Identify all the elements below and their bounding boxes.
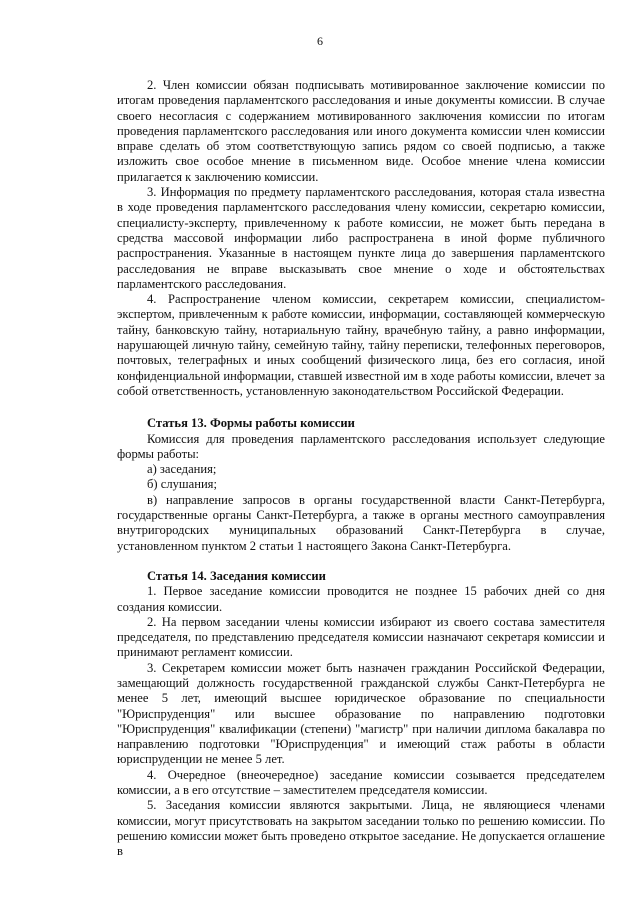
article-13-item-b: б) слушания; [147, 477, 217, 492]
article-14-paragraph-5: 5. Заседания комиссии являются закрытыми. Лица, не являющиеся членами комиссии, могут присутствовать на закрытом заседании только по решению комиссии. По решению комиссии может быть проведено открытое заседание. Не допускается оглашение в [117, 798, 605, 859]
paragraph-2: 2. Член комиссии обязан подписывать мотивированное заключение комиссии по итогам проведения парламентского расследования и иные документы комиссии. В случае своего несогласия с содержанием мотивированного заключения комиссии по итогам проведения парламентского расследования или иного документа комиссии член комиссии вправе сделать об этом соответствующую запись рядом со своей подписью, а также изложить свое особое мнение в письменном виде. Особое мнение члена комиссии прилагается к заключению комиссии. [117, 78, 605, 184]
article-14-heading: Статья 14. Заседания комиссии [147, 568, 326, 583]
article-13-item-a: а) заседания; [147, 462, 217, 477]
page-number: 6 [317, 34, 323, 48]
article-13-intro: Комиссия для проведения парламентского расследования использует следующие формы работы: [117, 431, 605, 461]
paragraph-3: 3. Информация по предмету парламентского расследования, которая стала известна в ходе проведения парламентского расследования члену комиссии, секретарю комиссии, специалисту-эксперту, привлеченному к работе комиссии, не может быть передана в средства массовой информации либо распространена в иной форме публичного распространения. Указанные в настоящем пункте лица до завершения парламентского расследования не вправе высказывать свое мнение о ходе и обстоятельствах парламентского расследования. [117, 185, 605, 291]
article-14-paragraph-3: 3. Секретарем комиссии может быть назначен гражданин Российской Федерации, замещающий должность государственной гражданской службы Санкт-Петербурга не менее 5 лет, имеющий высшее юридическое образование по специальности "Юриспруденция" или высшее образование по направлению подготовки "Юриспруденция" квалификации (степени) "магистр" при наличии диплома бакалавра по направлению подготовки "Юриспруденция" и имеющий стаж работы в области юриспруденции не менее 5 лет. [117, 660, 605, 767]
document-body [117, 78, 605, 860]
article-13-heading: Статья 13. Формы работы комиссии [147, 416, 355, 431]
article-14-paragraph-4: 4. Очередное (внеочередное) заседание комиссии созывается председателем комиссии, а в его отсутствие – заместителем председателя комиссии. [117, 767, 605, 798]
article-14-paragraph-1: 1. Первое заседание комиссии проводится не позднее 15 рабочих дней со дня создания комиссии. [117, 584, 605, 614]
article-14-paragraph-2: 2. На первом заседании члены комиссии избирают из своего состава заместителя председателя, по представлению председателя комиссии назначают секретаря комиссии и принимают регламент комиссии. [117, 614, 605, 660]
paragraph-4: 4. Распространение членом комиссии, секретарем комиссии, специалистом-экспертом, привлеченным к работе комиссии, информации, составляющей коммерческую тайну, банковскую тайну, нотариальную тайну, врачебную тайну, а равно информации, нарушающей личную тайну, семейную тайну, тайну переписки, телефонных переговоров, почтовых, телеграфных и иных сообщений физического лица, без его согласия, иной конфиденциальной информации, ставшей известной им в ходе работы комиссии, влечет за собой ответственность, установленную законодательством Российской Федерации. [117, 292, 605, 398]
article-13-item-c: в) направление запросов в органы государственной власти Санкт-Петербурга, государственные органы Санкт-Петербурга, а также в органы местного самоуправления внутригородских муниципальных образований Санкт-Петербурга в случае, установленном пунктом 2 статьи 1 настоящего Закона Санкт-Петербурга. [117, 492, 605, 553]
